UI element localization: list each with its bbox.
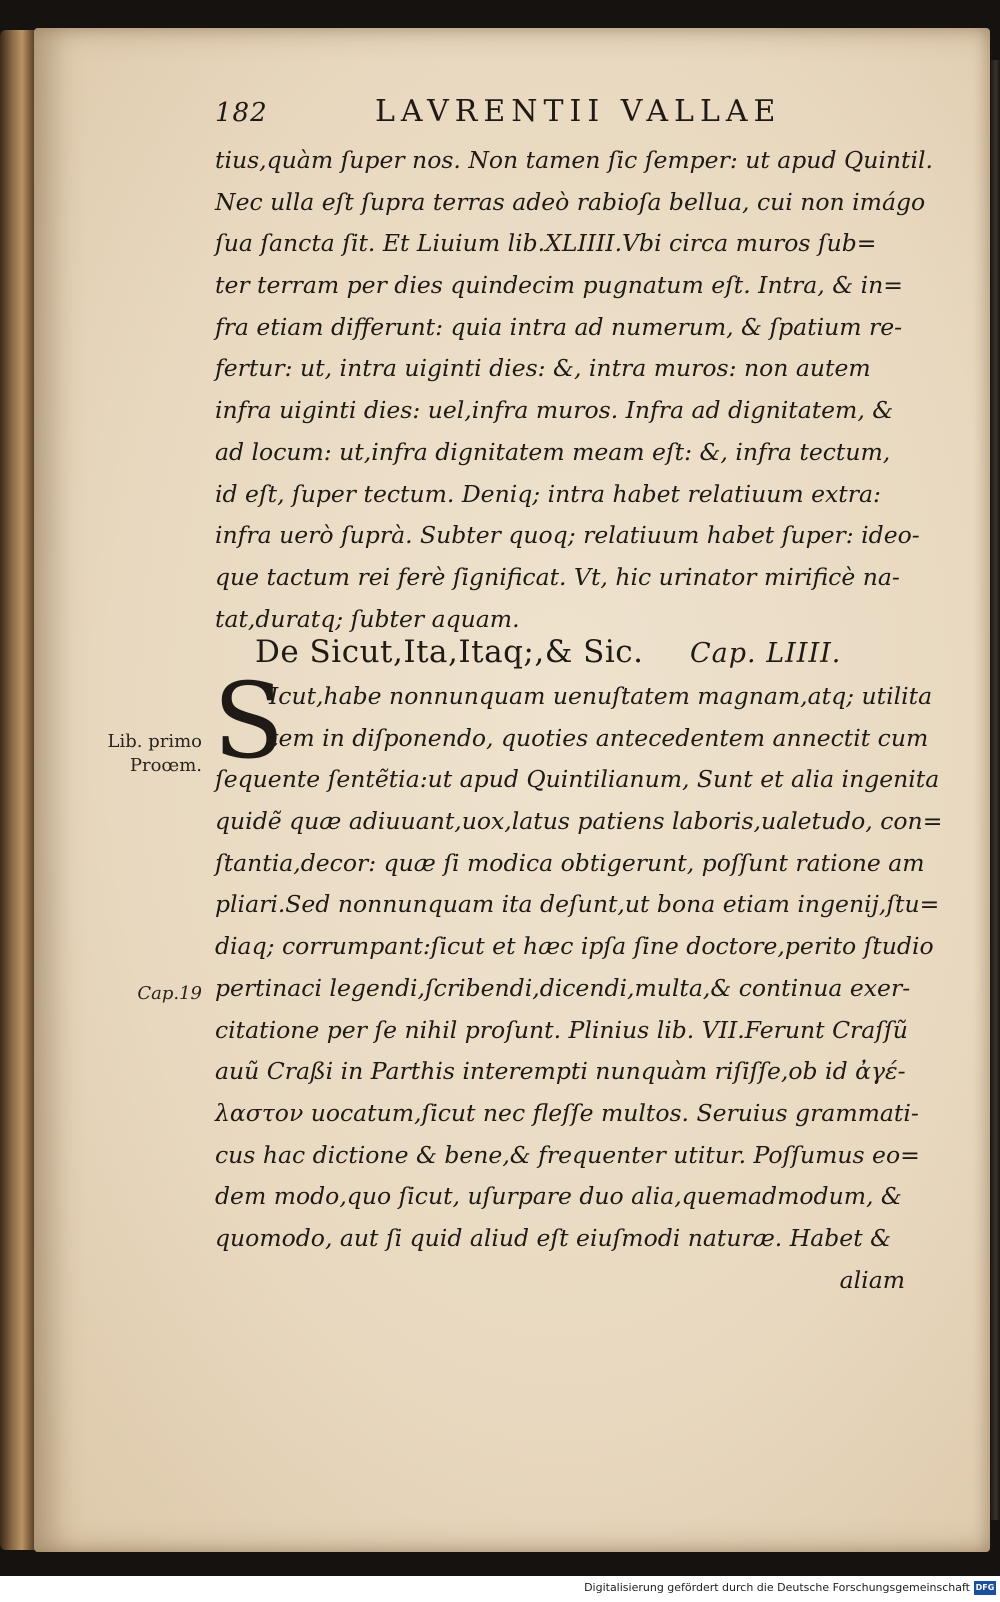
text-line: Nec ulla eſt ſupra terras adeò rabioſa bellua, cui non imágo [215, 187, 926, 216]
body-text [215, 140, 933, 640]
text-line: id eſt, ſuper tectum. Deniq; intra habet relatiuum extra: [215, 479, 881, 508]
text-line: quidẽ quæ adiuuant,uox,latus patiens laboris,ualetudo, con= [215, 807, 943, 836]
marginal-note [62, 730, 202, 778]
text-line: dem modo,quo ſicut, uſurpare duo alia,quemadmodum, & [215, 1182, 902, 1211]
text-line: λαστον uocatum,ſicut nec fleſſe multos. Seruius grammati- [215, 1098, 919, 1127]
text-line: cus hac dictione & bene,& frequenter utitur. Poſſumus eo= [215, 1140, 920, 1169]
dfg-logo[interactable]: DFG [974, 1581, 996, 1595]
text-line: auũ Craßi in Parthis interempti nunquàm riſiſſe,ob id ἀγέ- [215, 1057, 906, 1086]
text-line: tem in diſponendo, quoties antecedentem annectit cum [269, 723, 929, 752]
drop-cap: S [213, 660, 285, 782]
text-line: infra uiginti dies: uel,infra muros. Infra ad dignitatem, & [215, 396, 894, 425]
text-line: que tactum rei ferè ſignificat. Vt, hic urinator mirificè na- [215, 562, 900, 591]
text-line: tius,quàm ſuper nos. Non tamen ſic ſemper: ut apud Quintil. [215, 146, 933, 174]
text-line: pertinaci legendi,ſcribendi,dicendi,multa,& continua exer- [215, 973, 911, 1002]
text-line: quomodo, aut ſi quid aliud eſt eiuſmodi naturæ. Habet & [215, 1223, 892, 1252]
text-line: diaq; corrumpant:ſicut et hæc ipſa ſine doctore,perito ſtudio [215, 932, 934, 961]
chapter-body [213, 660, 943, 1301]
text-line: fra etiam differunt: quia intra ad numerum, & ſpatium re- [215, 312, 903, 341]
chapter-number: Cap. LIIII. [690, 638, 842, 669]
text-line: Icut,habe nonnunquam uenuſtatem magnam,atq; utilita [269, 682, 933, 710]
text-line: ad locum: ut,infra dignitatem meam eſt: &, infra tectum, [215, 437, 891, 466]
marginal-note-line: Proœm. [129, 755, 202, 776]
text-line: ſua ſancta ſit. Et Liuium lib.XLIIII.Vbi circa muros ſub= [215, 229, 877, 258]
text-line: pliari.Sed nonnunquam ita deſunt,ut bona etiam ingenij,ſtu= [215, 890, 940, 919]
page-edge [990, 60, 1000, 1520]
text-line: citatione per ſe nihil proſunt. Plinius lib. VII.Ferunt Craſſũ [215, 1015, 908, 1044]
page-header [215, 92, 805, 142]
text-line: ſequente ſentẽtia:ut apud Quintilianum, Sunt et alia ingenita [215, 765, 940, 794]
running-title: LAVRENTII VALLAE [375, 94, 782, 129]
footer-bar [0, 1576, 1000, 1602]
chapter-title: De Sicut,Ita,Itaq;,& Sic. [255, 634, 644, 670]
text-line: tat,duratq; ſubter aquam. [215, 604, 520, 633]
folio-number: 182 [215, 98, 268, 128]
text-line: ter terram per dies quindecim pugnatum eſt. Intra, & in= [215, 271, 903, 300]
catchword: aliam [839, 1265, 905, 1294]
marginal-note: Cap.19 [137, 983, 202, 1004]
text-line: ſtantia,decor: quæ ſi modica obtigerunt, poſſunt ratione am [215, 848, 925, 877]
footer-credit: Digitalisierung gefördert durch die Deutsche Forschungsgemeinschaft [584, 1581, 970, 1594]
text-line: fertur: ut, intra uiginti dies: &, intra muros: non autem [215, 354, 871, 383]
chapter-heading [255, 630, 895, 678]
marginal-note-line: Lib. primo [107, 731, 202, 752]
text-line: infra uerò ſuprà. Subter quoq; relatiuum habet ſuper: ideo- [215, 521, 920, 550]
